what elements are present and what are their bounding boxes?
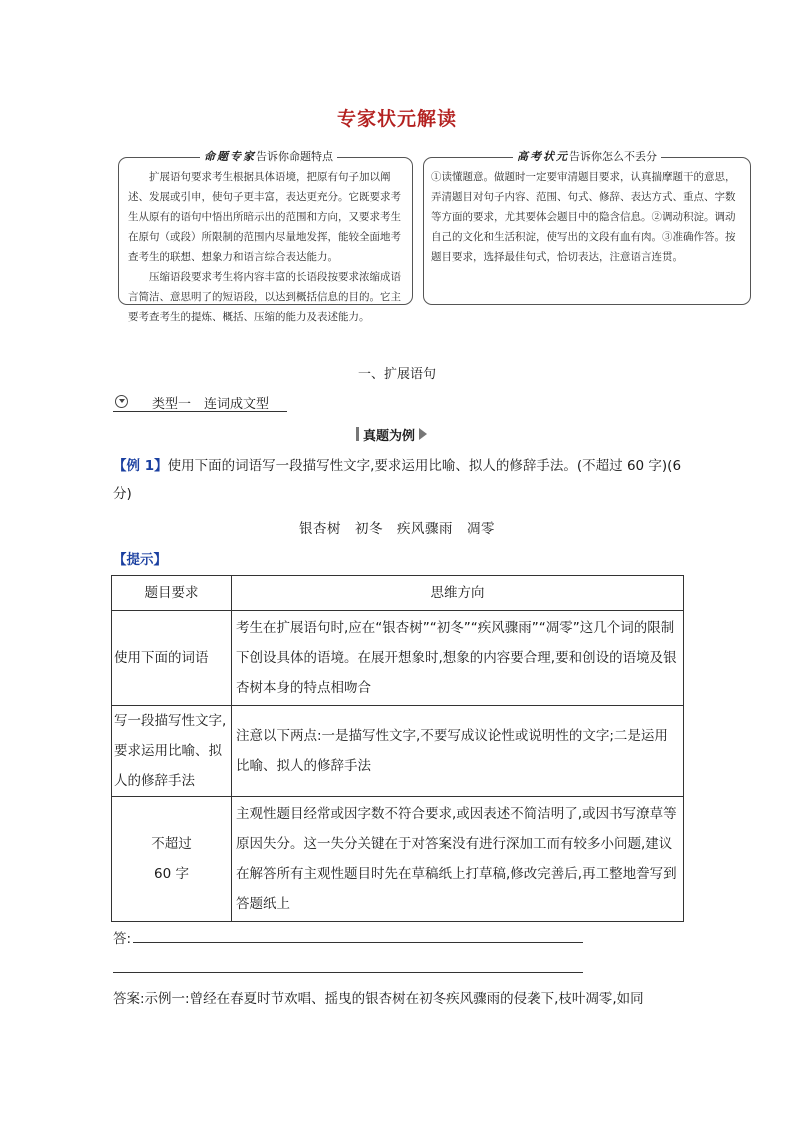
exam-expert-label-rest: 告诉你命题特点	[256, 150, 333, 163]
hint-label-text: 【提示】	[113, 552, 167, 568]
banner-text: 真题为例	[363, 428, 416, 444]
answer-line-1[interactable]	[133, 942, 583, 943]
example-question	[113, 452, 683, 508]
exam-expert-label-em: 命题专家	[204, 150, 256, 163]
hint-label	[113, 546, 167, 574]
table-cell-direction: 注意以下两点:一是描写性文字,不要写成议论性或说明性的文字;二是运用比喻、拟人的修辞手法	[232, 706, 684, 797]
type-heading-row	[113, 393, 287, 412]
table-cell-requirement	[112, 797, 232, 922]
answer-label: 答:	[113, 931, 132, 947]
top-scorer-paragraph: ①读懂题意。做题时一定要审清题目要求，认真揣摩题干的意思，弄清题目对句子内容、范围、句式、修辞、表达方式、重点、字数等方面的要求，尤其要体会题目中的隐含信息。②调动积淀。调动自己的文化和生活积淀，使写出的文段有血有肉。③准确作答。按题目要求，选择最佳句式，恰切表达，注意语言连贯。	[431, 171, 736, 263]
table-header-requirement: 题目要求	[112, 576, 232, 611]
example-bracket: 【例 1】	[113, 458, 168, 474]
table-header-row	[112, 576, 684, 611]
exam-expert-paragraph-2: 压缩语段要求考生将内容丰富的长语段按要求浓缩成语言简洁、意思明了的短语段，以达到概括信息的目的。它主要考查考生的提炼、概括、压缩的能力及表述能力。	[128, 271, 401, 323]
top-scorer-label-em: 高考状元	[517, 150, 569, 163]
table-row	[112, 611, 684, 706]
table-row	[112, 797, 684, 922]
requirement-line-1: 不超过	[151, 836, 192, 852]
table-header-direction: 思维方向	[232, 576, 684, 611]
table-cell-requirement: 写一段描写性文字,要求运用比喻、拟人的修辞手法	[112, 706, 232, 797]
answer-text: 答案:示例一:曾经在春夏时节欢唱、摇曳的银杏树在初冬疾风骤雨的侵袭下,枝叶凋零,如同	[113, 991, 644, 1007]
example-text: 使用下面的词语写一段描写性文字,要求运用比喻、拟人的修辞手法。(不超过 60 字)(6 分)	[113, 458, 682, 502]
table-row	[112, 706, 684, 797]
exam-expert-text	[128, 167, 410, 327]
table-cell-direction: 主观性题目经常或因字数不符合要求,或因表述不简洁明了,或因书写潦草等原因失分。这一失分关键在于对答案没有进行深加工而有较多小问题,建议在解答所有主观性题目时先在草稿纸上打草稿,修改完善后,再工整地誊写到答题纸上	[232, 797, 684, 922]
chevron-down-circle-icon	[115, 395, 128, 408]
top-scorer-label-rest: 告诉你怎么不丢分	[569, 150, 657, 163]
page-title: 专家状元解读	[336, 108, 457, 130]
answer-line-2[interactable]	[113, 972, 583, 973]
table-cell-direction: 考生在扩展语句时,应在“银杏树”“初冬”“疾风骤雨”“凋零”这几个词的限制下创设具体的语境。在展开想象时,想象的内容要合理,要和创设的语境及银杏树本身的特点相吻合	[232, 611, 684, 706]
exam-expert-paragraph-1: 扩展语句要求考生根据具体语境，把原有句子加以阐述、发展或引申，使句子更丰富，表达更充分。它既要求考生从原有的语句中悟出所暗示出的范围和方向，又要求考生在原句（或段）所限制的范围内尽量地发挥，能较全面地考查考生的联想、想象力和语言综合表达能力。	[128, 171, 401, 263]
example-banner	[356, 424, 427, 444]
example-words: 银杏树 初冬 疾风骤雨 凋零	[299, 521, 495, 537]
requirement-line-2: 60 字	[154, 866, 189, 882]
type-heading: 类型一 连词成文型	[152, 397, 270, 412]
top-scorer-text	[431, 167, 745, 267]
exam-expert-box-label	[200, 148, 337, 164]
table-cell-requirement: 使用下面的词语	[112, 611, 232, 706]
top-scorer-box-label	[513, 148, 661, 164]
section-heading: 一、扩展语句	[357, 367, 436, 382]
hint-table	[111, 575, 684, 922]
banner-arrow-icon	[419, 428, 427, 440]
banner-bar-icon	[356, 427, 359, 441]
